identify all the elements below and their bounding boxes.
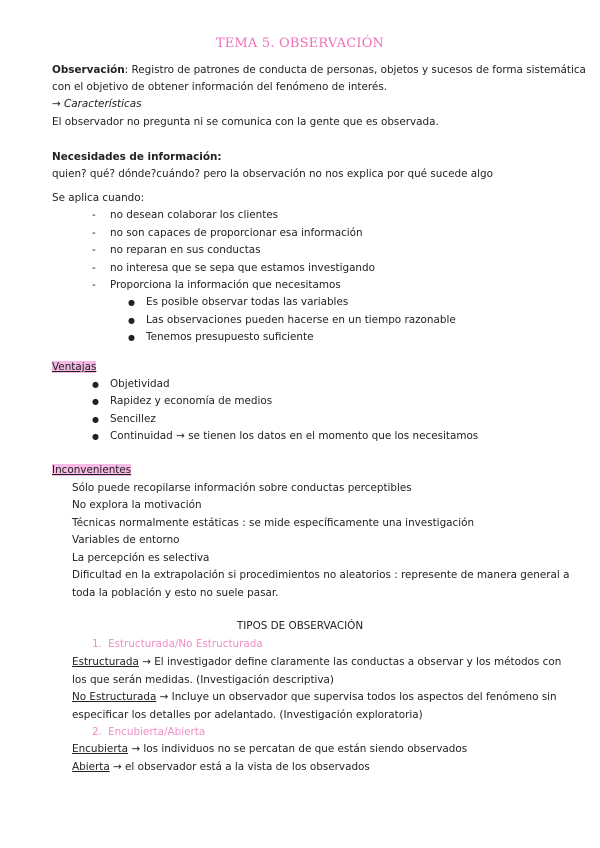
unstructured-definition: No Estructurada → Incluye un observador que supervisa todos los aspectos del fenómeno sin especificar los detalles por adelantado. (Investigación exploratoria) <box>72 691 557 721</box>
open-definition: Abierta → el observador está a la vista de los observados <box>72 761 370 773</box>
bullet-icon: ● <box>92 415 99 424</box>
list-item: No explora la motivación <box>72 499 202 511</box>
definition-line-2: con el objetivo de obtener información del fenómeno de interés. <box>52 81 388 93</box>
section-heading-structured: 1. Estructurada/No Estructurada <box>92 638 263 650</box>
needs-questions: quien? qué? dónde?cuándo? pero la observación no nos explica por qué sucede algo <box>52 168 493 180</box>
observer-note: El observador no pregunta ni se comunica con la gente que es observada. <box>52 116 439 128</box>
list-item: Técnicas normalmente estáticas : se mide específicamente una investigación <box>72 517 475 529</box>
bullet-icon: ● <box>128 333 135 342</box>
section-heading-covert: 2. Encubierta/Abierta <box>92 726 206 738</box>
definition-text-1: : Registro de patrones de conducta de personas, objetos y sucesos de forma sistemática <box>124 64 586 76</box>
types-heading: TIPOS DE OBSERVACIÓN <box>236 620 364 632</box>
bullet-icon: ● <box>92 397 99 406</box>
definition-line-1 <box>52 62 586 80</box>
list-item: - no desean colaborar los clientes <box>92 209 279 221</box>
page-title: TEMA 5. OBSERVACIÓN <box>215 36 385 51</box>
list-item: ● Rapidez y economía de medios <box>92 393 272 411</box>
sub-list-item: ● Tenemos presupuesto suficiente <box>128 329 314 347</box>
list-item: Dificultad en la extrapolación si procedimientos no aleatorios : represente de manera general a toda la población y esto no suele pasar. <box>72 569 570 599</box>
needs-heading: Necesidades de información: <box>52 151 222 163</box>
advantages-heading: Ventajas <box>52 361 97 373</box>
bullet-icon: ● <box>92 432 99 441</box>
structured-definition: Estructurada → El investigador define claramente las conductas a observar y los métodos con los que serán medidas. (Investigación descriptiva) <box>72 656 562 686</box>
list-item: ● Continuidad → se tienen los datos en el momento que los necesitamos <box>92 428 478 446</box>
applies-label: Se aplica cuando: <box>52 192 145 204</box>
list-item: Variables de entorno <box>72 534 180 546</box>
sub-list-item: ● Es posible observar todas las variables <box>128 294 348 312</box>
list-item: Sólo puede recopilarse información sobre conductas perceptibles <box>72 482 412 494</box>
characteristics-label: → Características <box>52 98 142 110</box>
list-item: La percepción es selectiva <box>72 552 210 564</box>
drawbacks-heading: Inconvenientes <box>52 464 132 476</box>
definition-term: Observación <box>52 64 125 76</box>
bullet-icon: ● <box>92 380 99 389</box>
bullet-icon: ● <box>128 316 135 325</box>
list-item: ● Objetividad <box>92 376 170 394</box>
bullet-icon: ● <box>128 298 135 307</box>
list-item: - Proporciona la información que necesitamos <box>92 279 341 291</box>
list-item: - no interesa que se sepa que estamos investigando <box>92 262 375 274</box>
list-item: - no son capaces de proporcionar esa información <box>92 227 363 239</box>
list-item: ● Sencillez <box>92 411 156 429</box>
sub-list-item: ● Las observaciones pueden hacerse en un tiempo razonable <box>128 312 456 330</box>
covert-definition: Encubierta → los individuos no se percatan de que están siendo observados <box>72 743 468 755</box>
list-item: - no reparan en sus conductas <box>92 244 261 256</box>
